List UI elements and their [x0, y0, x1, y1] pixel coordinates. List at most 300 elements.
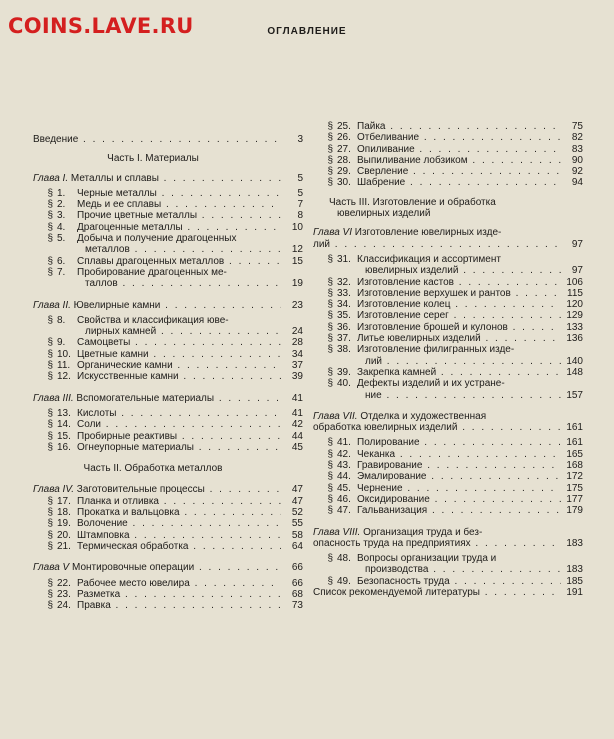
page-number: 179	[566, 505, 583, 517]
section-sign: §	[47, 518, 53, 530]
section-number: 1.	[57, 187, 66, 199]
page-number: 177	[566, 493, 583, 505]
section-entry	[33, 267, 303, 278]
section-number: 12.	[57, 371, 71, 383]
page-number: 161	[566, 437, 583, 449]
chapter-entry	[33, 484, 303, 495]
section-title: Медь и ее сплавы . . .	[77, 199, 281, 210]
section-entry-continued	[313, 356, 583, 367]
page-number: 45	[291, 441, 303, 453]
page-number: 165	[566, 448, 583, 460]
section-entry	[313, 322, 583, 333]
page-number: 82	[571, 132, 583, 144]
section-number: 4.	[57, 221, 66, 233]
section-title: Драгоценные металлы . . .	[77, 222, 281, 233]
section-sign: §	[47, 588, 53, 600]
section-sign: §	[47, 371, 53, 383]
section-title: Цветные камни . . .	[77, 349, 281, 360]
section-number: 22.	[57, 577, 71, 589]
section-sign: §	[327, 132, 333, 144]
page-number: 73	[291, 600, 303, 612]
section-title-continued: ние . . .	[313, 390, 561, 401]
spacer	[33, 453, 303, 463]
section-number: 25.	[337, 121, 351, 132]
section-number: 9.	[57, 337, 66, 349]
section-entry	[33, 589, 303, 600]
section-sign: §	[327, 121, 333, 132]
section-sign: §	[327, 482, 333, 494]
section-sign: §	[47, 529, 53, 541]
section-title: Рабочее место ювелира . . .	[77, 578, 281, 589]
page-number: 140	[566, 355, 583, 367]
section-title: Черные металлы . . .	[77, 188, 281, 199]
page-number: 47	[291, 484, 303, 496]
section-entry	[33, 442, 303, 453]
page-number: 19	[291, 278, 303, 290]
section-entry	[313, 449, 583, 460]
section-entry	[313, 277, 583, 288]
spacer	[313, 219, 583, 227]
page-number: 39	[291, 371, 303, 383]
section-entry	[33, 256, 303, 267]
section-title: Термическая обработка . . .	[77, 541, 281, 552]
page-number: 83	[571, 143, 583, 155]
chapter-entry-continued	[313, 239, 583, 250]
section-entry	[33, 210, 303, 221]
spacer	[313, 189, 583, 197]
section-entry-continued	[33, 244, 303, 255]
chapter-number: Глава I.	[33, 172, 69, 184]
entry-title: Введение . . .	[33, 134, 281, 145]
section-sign: §	[327, 166, 333, 178]
section-sign: §	[47, 577, 53, 589]
chapter-title-continued: опасность труда на предприятиях . . .	[313, 538, 561, 549]
section-title: Изготовление кастов . . .	[357, 277, 561, 288]
section-title: Шабрение . . .	[357, 177, 561, 188]
section-entry	[33, 199, 303, 210]
section-title: Изготовление колец . . .	[357, 299, 561, 310]
section-number: 35.	[337, 310, 351, 322]
section-entry-continued	[313, 564, 583, 575]
page-number: 136	[566, 333, 583, 345]
chapter-entry-continued	[313, 422, 583, 433]
section-sign: §	[327, 448, 333, 460]
chapter-title: Глава VII. Отделка и художественная	[313, 410, 487, 422]
section-entry	[313, 166, 583, 177]
section-entry	[313, 121, 583, 132]
section-entry	[33, 419, 303, 430]
section-number: 45.	[337, 482, 351, 494]
section-number: 24.	[57, 600, 71, 612]
section-sign: §	[47, 233, 53, 245]
page-number: 133	[566, 321, 583, 333]
page-number: 24	[291, 326, 303, 338]
section-number: 43.	[337, 460, 351, 472]
chapter-title: Глава II. Ювелирные камни . . .	[33, 300, 281, 311]
section-sign: §	[47, 210, 53, 222]
spacer	[33, 121, 303, 134]
section-title: Выпиливание лобзиком . . .	[357, 155, 561, 166]
section-title: Сверление . . .	[357, 166, 561, 177]
section-number: 38.	[337, 344, 351, 356]
section-entry	[313, 471, 583, 482]
section-title: Изготовление серег . . .	[357, 310, 561, 321]
page-number: 68	[291, 588, 303, 600]
section-entry	[33, 496, 303, 507]
section-title-continued: таллов . . .	[33, 278, 281, 289]
section-number: 13.	[57, 407, 71, 419]
section-title: Пробирование драгоценных ме-	[77, 266, 227, 278]
section-entry	[33, 408, 303, 419]
section-sign: §	[327, 177, 333, 189]
chapter-title: Глава V Монтировочные операции . . .	[33, 562, 281, 573]
page-number: 41	[291, 392, 303, 404]
section-number: 36.	[337, 321, 351, 333]
section-entry	[33, 371, 303, 382]
section-number: 10.	[57, 348, 71, 360]
section-entry	[313, 460, 583, 471]
chapter-entry	[313, 527, 583, 538]
chapter-title-continued: лий . . .	[313, 239, 561, 250]
section-number: 14.	[57, 419, 71, 431]
chapter-title: Глава I. Металлы и сплавы . . .	[33, 173, 281, 184]
section-title: Органические камни . . .	[77, 360, 281, 371]
section-title: Волочение . . .	[77, 518, 281, 529]
page-title: ОГЛАВЛЕНИЕ	[267, 26, 347, 37]
section-entry	[313, 155, 583, 166]
toc-left-column	[33, 121, 303, 611]
section-entry	[313, 333, 583, 344]
section-number: 34.	[337, 299, 351, 311]
page-number: 66	[291, 562, 303, 574]
page-number: 183	[566, 537, 583, 549]
spacer	[313, 401, 583, 411]
section-number: 39.	[337, 366, 351, 378]
section-title: Разметка . . .	[77, 589, 281, 600]
section-entry	[313, 483, 583, 494]
page-number: 3	[297, 134, 303, 145]
page-number: 66	[291, 577, 303, 589]
chapter-number: Глава V	[33, 562, 70, 574]
section-entry	[313, 378, 583, 389]
spacer	[33, 145, 303, 153]
section-entry	[313, 553, 583, 564]
section-sign: §	[47, 441, 53, 453]
section-title: Оксидирование . . .	[357, 494, 561, 505]
chapter-number: Глава III.	[33, 392, 74, 404]
chapter-number: Глава VI	[313, 227, 352, 239]
section-number: 17.	[57, 495, 71, 507]
section-title: Безопасность труда . . .	[357, 576, 561, 587]
page-number: 44	[291, 430, 303, 442]
chapter-title: Глава IV. Заготовительные процессы . . .	[33, 484, 281, 495]
section-sign: §	[47, 314, 53, 326]
toc-right-column	[313, 121, 583, 598]
chapter-title-continued: обработка ювелирных изделий . . .	[313, 422, 561, 433]
section-number: 42.	[337, 448, 351, 460]
page-number: 172	[566, 471, 583, 483]
section-number: 5.	[57, 233, 66, 245]
toc-entry	[33, 134, 303, 145]
section-sign: §	[327, 575, 333, 587]
page-number: 92	[571, 166, 583, 178]
page-number: 52	[291, 507, 303, 519]
page-number: 55	[291, 518, 303, 530]
section-entry-continued	[33, 326, 303, 337]
section-entry	[313, 505, 583, 516]
page-number: 8	[297, 210, 303, 222]
section-number: 33.	[337, 287, 351, 299]
section-title: Прокатка и вальцовка . . .	[77, 507, 281, 518]
section-title-continued: ювелирных изделий . . .	[313, 265, 561, 276]
section-sign: §	[47, 600, 53, 612]
page-number: 94	[571, 177, 583, 189]
section-entry	[33, 360, 303, 371]
section-title: Огнеупорные материалы . . .	[77, 442, 281, 453]
section-number: 19.	[57, 518, 71, 530]
section-entry	[313, 310, 583, 321]
page-number: 5	[297, 187, 303, 199]
part-heading: ювелирных изделий	[337, 208, 431, 220]
section-title: Дефекты изделий и их устране-	[357, 378, 505, 390]
section-title: Отбеливание . . .	[357, 132, 561, 143]
section-title: Литье ювелирных изделий . . .	[357, 333, 561, 344]
section-title: Соли . . .	[77, 419, 281, 430]
section-number: 28.	[337, 154, 351, 166]
section-sign: §	[47, 407, 53, 419]
section-number: 27.	[337, 143, 351, 155]
chapter-entry	[33, 562, 303, 573]
section-entry	[33, 337, 303, 348]
chapter-entry	[33, 393, 303, 404]
section-title: Пробирные реактивы . . .	[77, 431, 281, 442]
section-number: 7.	[57, 266, 66, 278]
section-sign: §	[327, 437, 333, 449]
section-entry	[313, 344, 583, 355]
section-title: Гальванизация . . .	[357, 505, 561, 516]
section-number: 21.	[57, 540, 71, 552]
section-entry-continued	[313, 265, 583, 276]
section-title-continued: лий . . .	[313, 356, 561, 367]
section-number: 40.	[337, 378, 351, 390]
page-number: 97	[571, 265, 583, 277]
page-number: 148	[566, 366, 583, 378]
section-entry	[313, 299, 583, 310]
section-number: 16.	[57, 441, 71, 453]
section-entry	[313, 288, 583, 299]
page-number: 7	[297, 199, 303, 211]
section-sign: §	[47, 187, 53, 199]
chapter-entry	[313, 411, 583, 422]
section-sign: §	[47, 495, 53, 507]
section-entry	[33, 518, 303, 529]
section-number: 2.	[57, 199, 66, 211]
part-heading: Часть III. Изготовление и обработка	[329, 196, 496, 208]
section-title: Эмалирование . . .	[357, 471, 561, 482]
section-sign: §	[47, 266, 53, 278]
section-entry	[313, 132, 583, 143]
section-entry	[33, 578, 303, 589]
page-number: 161	[566, 422, 583, 434]
page-number: 75	[571, 121, 583, 132]
chapter-number: Глава VII.	[313, 410, 358, 422]
section-sign: §	[327, 344, 333, 356]
section-entry-continued	[313, 390, 583, 401]
page-number: 106	[566, 276, 583, 288]
section-title: Закрепка камней . . .	[357, 367, 561, 378]
section-sign: §	[327, 154, 333, 166]
section-title: Планка и отливка . . .	[77, 496, 281, 507]
section-number: 37.	[337, 333, 351, 345]
section-title: Сплавы драгоценных металлов . . .	[77, 256, 281, 267]
section-sign: §	[327, 333, 333, 345]
page-number: 5	[297, 172, 303, 184]
section-number: 15.	[57, 430, 71, 442]
section-entry	[33, 541, 303, 552]
toc-entry	[313, 587, 583, 598]
page-number: 183	[566, 564, 583, 576]
section-title: Полирование . . .	[357, 437, 561, 448]
page-number: 47	[291, 495, 303, 507]
section-number: 3.	[57, 210, 66, 222]
section-entry	[33, 222, 303, 233]
page-number: 115	[567, 287, 583, 299]
section-number: 29.	[337, 166, 351, 178]
section-entry	[313, 254, 583, 265]
section-number: 47.	[337, 505, 351, 517]
section-title: Пайка . . .	[357, 121, 561, 132]
section-number: 20.	[57, 529, 71, 541]
chapter-title: Глава III. Вспомогательные материалы . . .	[33, 393, 281, 404]
chapter-title: Глава VIII. Организация труда и без-	[313, 526, 483, 538]
section-title: Кислоты . . .	[77, 408, 281, 419]
section-number: 6.	[57, 255, 66, 267]
entry-title: Список рекомендуемой литературы . . .	[313, 587, 561, 598]
section-sign: §	[327, 366, 333, 378]
section-entry	[313, 576, 583, 587]
chapter-entry	[33, 173, 303, 184]
page-number: 23	[291, 299, 303, 311]
page-number: 42	[291, 419, 303, 431]
section-sign: §	[327, 321, 333, 333]
section-title: Чеканка . . .	[357, 449, 561, 460]
section-title: Искусственные камни . . .	[77, 371, 281, 382]
watermark: COINS.LAVE.RU	[8, 14, 194, 38]
chapter-number: Глава IV.	[33, 484, 75, 496]
section-number: 8.	[57, 314, 66, 326]
section-title: Изготовление верхушек и рантов . . .	[357, 288, 561, 299]
section-sign: §	[327, 276, 333, 288]
section-sign: §	[327, 471, 333, 483]
page-number: 97	[571, 238, 583, 250]
section-number: 23.	[57, 588, 71, 600]
section-number: 11.	[57, 360, 71, 372]
page-number: 15	[291, 255, 303, 267]
section-sign: §	[327, 460, 333, 472]
page-number: 120	[566, 299, 583, 311]
section-sign: §	[47, 540, 53, 552]
section-number: 26.	[337, 132, 351, 144]
section-sign: §	[47, 221, 53, 233]
section-sign: §	[327, 505, 333, 517]
section-sign: §	[327, 143, 333, 155]
page-number: 34	[291, 348, 303, 360]
section-sign: §	[47, 430, 53, 442]
section-title: Самоцветы . . .	[77, 337, 281, 348]
page-number: 191	[566, 586, 583, 598]
chapter-number: Глава II.	[33, 299, 71, 311]
section-number: 44.	[337, 471, 351, 483]
page-number: 168	[566, 460, 583, 472]
section-title: Штамповка . . .	[77, 530, 281, 541]
chapter-entry	[33, 300, 303, 311]
section-sign: §	[327, 287, 333, 299]
section-sign: §	[47, 419, 53, 431]
section-entry	[33, 507, 303, 518]
section-number: 41.	[337, 437, 351, 449]
section-title: Изготовление филигранных изде-	[357, 344, 515, 356]
part-heading: Часть I. Материалы	[107, 153, 199, 165]
spacer	[313, 517, 583, 527]
section-number: 31.	[337, 253, 351, 265]
page-number: 12	[291, 244, 303, 256]
page-number: 185	[566, 575, 583, 587]
spacer	[33, 383, 303, 393]
section-entry	[313, 494, 583, 505]
section-title: Правка . . .	[77, 600, 281, 611]
section-sign: §	[327, 310, 333, 322]
section-entry	[313, 177, 583, 188]
spacer	[33, 552, 303, 562]
section-entry	[313, 437, 583, 448]
section-sign: §	[47, 360, 53, 372]
section-title: Прочие цветные металлы . . .	[77, 210, 281, 221]
section-title: Изготовление брошей и кулонов . . .	[357, 322, 561, 333]
section-entry	[33, 233, 303, 244]
section-sign: §	[327, 253, 333, 265]
page-number: 37	[291, 360, 303, 372]
spacer	[33, 474, 303, 484]
section-entry	[33, 349, 303, 360]
spacer	[33, 165, 303, 173]
section-entry	[33, 530, 303, 541]
page-number: 64	[291, 540, 303, 552]
section-title: Классификация и ассортимент	[357, 253, 501, 265]
section-entry	[313, 144, 583, 155]
section-title: Опиливание . . .	[357, 144, 561, 155]
section-sign: §	[327, 553, 333, 565]
section-sign: §	[47, 348, 53, 360]
page-number: 157	[566, 389, 583, 401]
section-entry	[33, 188, 303, 199]
section-sign: §	[327, 378, 333, 390]
section-title: Добыча и получение драгоценных	[77, 233, 237, 245]
section-number: 48.	[337, 553, 351, 565]
section-entry	[313, 367, 583, 378]
page-number: 129	[566, 310, 583, 322]
section-title: Гравирование . . .	[357, 460, 561, 471]
section-number: 30.	[337, 177, 351, 189]
section-title-continued: производства . . .	[313, 564, 561, 575]
chapter-title: Глава VI Изготовление ювелирных изде-	[313, 227, 502, 239]
section-number: 32.	[337, 276, 351, 288]
page-number: 90	[571, 154, 583, 166]
part-heading: Часть II. Обработка металлов	[83, 463, 223, 475]
section-number: 46.	[337, 493, 351, 505]
page-number: 58	[291, 529, 303, 541]
section-sign: §	[47, 255, 53, 267]
page-number: 41	[291, 407, 303, 419]
